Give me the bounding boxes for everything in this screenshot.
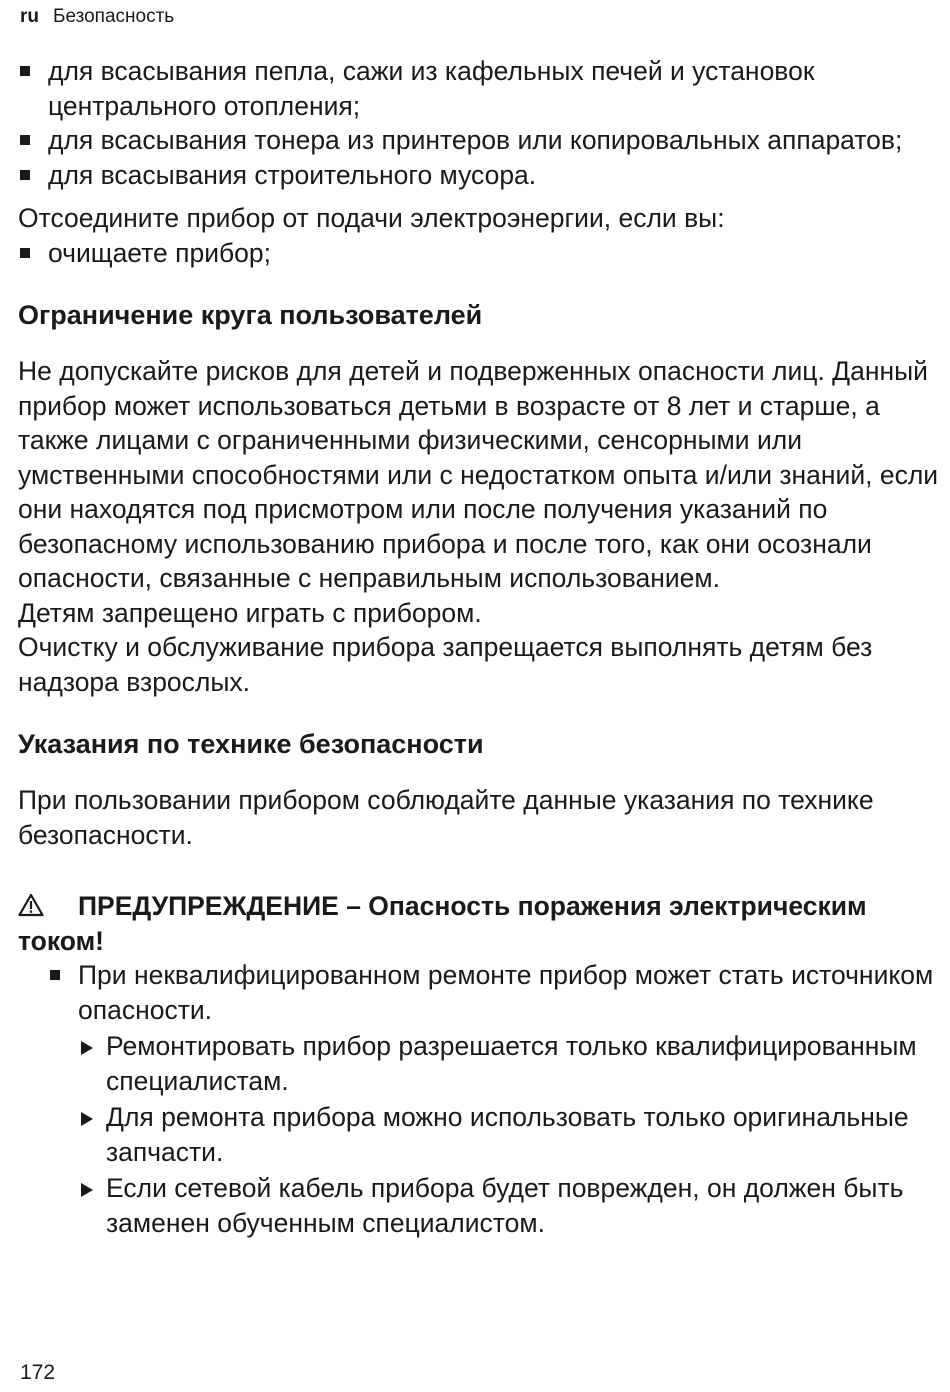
warning-title bbox=[18, 889, 940, 958]
triangle-bullet-icon bbox=[81, 1112, 93, 1126]
list-item-text: очищаете прибор; bbox=[48, 237, 272, 268]
page-number: 172 bbox=[20, 1361, 56, 1384]
list-item bbox=[18, 123, 940, 158]
warning-actions bbox=[48, 1029, 940, 1240]
language-code: ru bbox=[20, 6, 39, 27]
list-item-text: для всасывания тонера из принтеров или копировальных аппаратов; bbox=[48, 125, 903, 155]
action-item bbox=[78, 1171, 940, 1240]
triangle-bullet-icon bbox=[81, 1041, 93, 1055]
action-text: Ремонтировать прибор разрешается только квалифицированным специалистам. bbox=[106, 1031, 917, 1096]
safety-intro: При пользовании прибором соблюдайте данные указания по технике безопасности. bbox=[18, 785, 874, 850]
users-paragraph: Очистку и обслуживание прибора запрещается выполнять детям без надзора взрослых. bbox=[18, 632, 873, 697]
list-item-text: При неквалифицированном ремонте прибор может стать источником опасности. bbox=[78, 960, 934, 1025]
users-heading: Ограничение круга пользователей bbox=[18, 300, 483, 330]
square-bullet-icon bbox=[20, 135, 30, 145]
list-item-text: для всасывания строительного мусора. bbox=[48, 159, 537, 190]
list-item bbox=[48, 958, 940, 1027]
users-paragraph: Не допускайте рисков для детей и подверженных опасности лиц. Данный прибор может использоваться детьми в возрасте от 8 лет и старше, а также лицами с ограниченными физическими, сенсорными или умственными способностями или с недостатком опыта и/или знаний, если они находятся под присмотром или после получения указаний по безопасному использованию прибора и после того, как они осознали опасности, связанные с неправильным использованием. bbox=[18, 356, 939, 593]
warning-triangle-icon bbox=[18, 893, 44, 917]
warning-body bbox=[18, 958, 940, 1240]
users-paragraph: Детям запрещено играть с прибором. bbox=[18, 597, 482, 628]
page-header bbox=[20, 4, 174, 30]
action-item bbox=[78, 1100, 940, 1169]
page-content bbox=[18, 54, 940, 1240]
square-bullet-icon bbox=[20, 248, 30, 258]
disconnect-list bbox=[18, 236, 940, 271]
square-bullet-icon bbox=[20, 66, 30, 76]
prohibited-uses-list bbox=[18, 54, 940, 192]
action-text: Для ремонта прибора можно использовать только оригинальные запчасти. bbox=[106, 1102, 909, 1167]
square-bullet-icon bbox=[20, 170, 30, 180]
list-item-text: для всасывания пепла, сажи из кафельных печей и установок центрального отопления; bbox=[48, 56, 815, 121]
safety-heading: Указания по технике безопасности bbox=[18, 729, 484, 759]
action-text: Если сетевой кабель прибора будет поврежден, он должен быть заменен обученным специалистом. bbox=[106, 1173, 904, 1238]
action-item bbox=[78, 1029, 940, 1098]
list-item bbox=[18, 158, 940, 193]
list-item bbox=[18, 236, 940, 271]
warning-title-text: ПРЕДУПРЕЖДЕНИЕ – Опасность поражения электрическим током! bbox=[18, 891, 867, 956]
warning-list bbox=[48, 958, 940, 1027]
square-bullet-icon bbox=[50, 970, 60, 980]
section-title: Безопасность bbox=[53, 6, 175, 27]
triangle-bullet-icon bbox=[81, 1183, 93, 1197]
list-item bbox=[18, 54, 940, 123]
disconnect-intro: Отсоедините прибор от подачи электроэнергии, если вы: bbox=[18, 203, 725, 233]
